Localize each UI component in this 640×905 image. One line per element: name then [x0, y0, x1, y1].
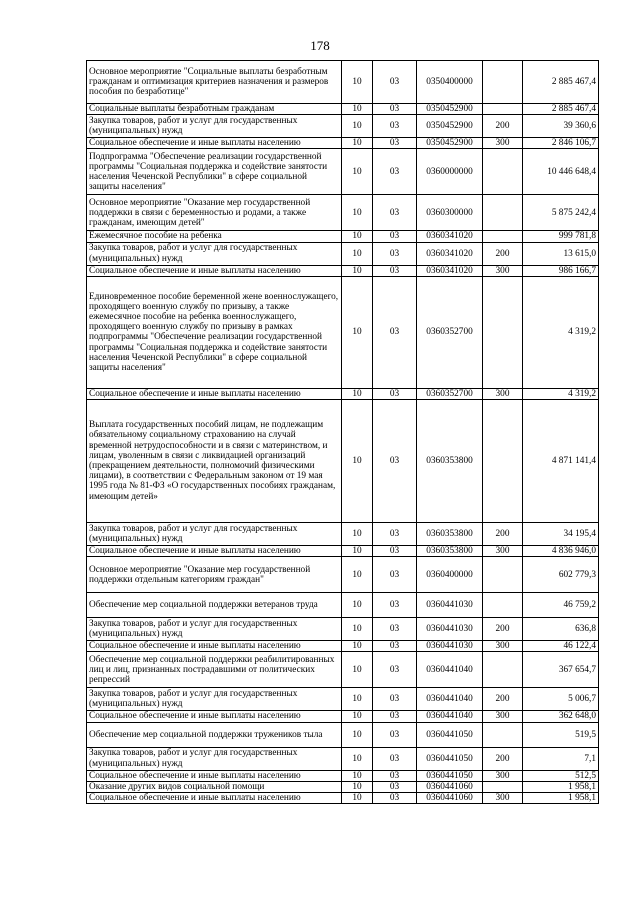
table-row: [87, 400, 599, 523]
cell-subsection: 03: [373, 770, 417, 781]
cell-target-article: 0360441050: [417, 747, 483, 770]
cell-section: 10: [342, 195, 373, 231]
cell-section: 10: [342, 115, 373, 138]
table-row: [87, 61, 599, 104]
cell-name: Основное мероприятие "Оказание мер государственной поддержки в связи с беременностью и родами, а также гражданам, имеющим детей": [87, 195, 342, 231]
cell-section: 10: [342, 770, 373, 781]
cell-amount: 602 779,3: [523, 557, 599, 593]
cell-name: Основное мероприятие "Социальные выплаты безработным гражданам и оптимизация критериев назначения и размеров пособия по безработице": [87, 61, 342, 104]
table-row: [87, 546, 599, 557]
cell-name: Ежемесячное пособие на ребенка: [87, 231, 342, 242]
cell-section: 10: [342, 747, 373, 770]
cell-section: 10: [342, 781, 373, 792]
cell-name: Социальное обеспечение и иные выплаты населению: [87, 265, 342, 276]
cell-expense-type: [483, 104, 523, 115]
cell-target-article: 0360353800: [417, 546, 483, 557]
table-row: [87, 138, 599, 149]
cell-section: 10: [342, 523, 373, 546]
cell-amount: 1 958,1: [523, 793, 599, 804]
cell-target-article: 0360441030: [417, 593, 483, 618]
cell-target-article: 0360352700: [417, 276, 483, 388]
cell-expense-type: 200: [483, 618, 523, 641]
budget-table-body: [87, 61, 599, 804]
cell-expense-type: 200: [483, 747, 523, 770]
table-row: [87, 781, 599, 792]
cell-section: 10: [342, 618, 373, 641]
cell-section: 10: [342, 557, 373, 593]
cell-name: Закупка товаров, работ и услуг для государственных (муниципальных) нужд: [87, 618, 342, 641]
table-row: [87, 618, 599, 641]
cell-subsection: 03: [373, 593, 417, 618]
cell-expense-type: [483, 276, 523, 388]
table-row: [87, 523, 599, 546]
cell-subsection: 03: [373, 722, 417, 747]
cell-amount: 4 836 946,0: [523, 546, 599, 557]
cell-amount: 2 885 467,4: [523, 104, 599, 115]
cell-section: 10: [342, 242, 373, 265]
cell-expense-type: 300: [483, 711, 523, 722]
table-row: [87, 770, 599, 781]
cell-amount: 13 615,0: [523, 242, 599, 265]
cell-section: 10: [342, 793, 373, 804]
cell-section: 10: [342, 688, 373, 711]
cell-name: Основное мероприятие "Оказание мер государственной поддержки отдельным категориям граждан": [87, 557, 342, 593]
cell-subsection: 03: [373, 711, 417, 722]
table-row: [87, 688, 599, 711]
cell-target-article: 0360441050: [417, 722, 483, 747]
cell-amount: 1 958,1: [523, 781, 599, 792]
cell-expense-type: [483, 722, 523, 747]
cell-expense-type: [483, 149, 523, 195]
cell-subsection: 03: [373, 276, 417, 388]
cell-subsection: 03: [373, 104, 417, 115]
cell-amount: 5 875 242,4: [523, 195, 599, 231]
cell-subsection: 03: [373, 641, 417, 652]
cell-subsection: 03: [373, 618, 417, 641]
cell-target-article: 0350452900: [417, 104, 483, 115]
cell-expense-type: [483, 400, 523, 523]
cell-section: 10: [342, 149, 373, 195]
cell-amount: 7,1: [523, 747, 599, 770]
cell-target-article: 0360441040: [417, 688, 483, 711]
cell-subsection: 03: [373, 388, 417, 399]
table-row: [87, 747, 599, 770]
cell-expense-type: 200: [483, 523, 523, 546]
cell-amount: 5 006,7: [523, 688, 599, 711]
cell-name: Социальное обеспечение и иные выплаты населению: [87, 546, 342, 557]
table-row: [87, 557, 599, 593]
cell-name: Закупка товаров, работ и услуг для государственных (муниципальных) нужд: [87, 115, 342, 138]
cell-section: 10: [342, 652, 373, 688]
cell-amount: 4 871 141,4: [523, 400, 599, 523]
cell-subsection: 03: [373, 195, 417, 231]
cell-expense-type: 300: [483, 770, 523, 781]
cell-subsection: 03: [373, 61, 417, 104]
cell-amount: 2 846 106,7: [523, 138, 599, 149]
table-row: [87, 276, 599, 388]
table-row: [87, 722, 599, 747]
cell-subsection: 03: [373, 242, 417, 265]
cell-amount: 10 446 648,4: [523, 149, 599, 195]
cell-name: Подпрограмма "Обеспечение реализации государственной программы "Социальная поддержка и содействие занятости населения Чеченской Республики" в сфере социальной защиты населения": [87, 149, 342, 195]
cell-expense-type: 300: [483, 546, 523, 557]
cell-section: 10: [342, 265, 373, 276]
table-row: [87, 195, 599, 231]
table-row: [87, 115, 599, 138]
cell-subsection: 03: [373, 546, 417, 557]
cell-expense-type: [483, 652, 523, 688]
cell-section: 10: [342, 711, 373, 722]
cell-section: 10: [342, 400, 373, 523]
cell-section: 10: [342, 138, 373, 149]
cell-amount: 4 319,2: [523, 388, 599, 399]
cell-target-article: 0360341020: [417, 231, 483, 242]
cell-amount: 46 122,4: [523, 641, 599, 652]
cell-section: 10: [342, 104, 373, 115]
cell-expense-type: 300: [483, 793, 523, 804]
cell-target-article: 0350400000: [417, 61, 483, 104]
cell-amount: 367 654,7: [523, 652, 599, 688]
table-row: [87, 652, 599, 688]
cell-amount: 999 781,8: [523, 231, 599, 242]
cell-target-article: 0360341020: [417, 265, 483, 276]
cell-name: Обеспечение мер социальной поддержки тружеников тыла: [87, 722, 342, 747]
cell-subsection: 03: [373, 265, 417, 276]
table-row: [87, 265, 599, 276]
table-row: [87, 104, 599, 115]
cell-target-article: 0360441040: [417, 652, 483, 688]
table-row: [87, 231, 599, 242]
cell-name: Обеспечение мер социальной поддержки реабилитированных лиц и лиц, признанных пострадавшими от политических репрессий: [87, 652, 342, 688]
cell-amount: 4 319,2: [523, 276, 599, 388]
cell-name: Закупка товаров, работ и услуг для государственных (муниципальных) нужд: [87, 523, 342, 546]
cell-target-article: 0360441060: [417, 781, 483, 792]
cell-expense-type: 300: [483, 641, 523, 652]
cell-expense-type: [483, 195, 523, 231]
table-row: [87, 388, 599, 399]
cell-subsection: 03: [373, 523, 417, 546]
cell-name: Социальное обеспечение и иные выплаты населению: [87, 388, 342, 399]
table-row: [87, 641, 599, 652]
cell-target-article: 0360000000: [417, 149, 483, 195]
cell-subsection: 03: [373, 400, 417, 523]
cell-name: Социальное обеспечение и иные выплаты населению: [87, 138, 342, 149]
cell-target-article: 0360441030: [417, 618, 483, 641]
cell-amount: 636,8: [523, 618, 599, 641]
cell-section: 10: [342, 388, 373, 399]
cell-amount: 512,5: [523, 770, 599, 781]
cell-subsection: 03: [373, 781, 417, 792]
cell-expense-type: 200: [483, 242, 523, 265]
cell-name: Социальное обеспечение и иные выплаты населению: [87, 641, 342, 652]
cell-target-article: 0350452900: [417, 115, 483, 138]
cell-section: 10: [342, 722, 373, 747]
cell-expense-type: 300: [483, 138, 523, 149]
cell-subsection: 03: [373, 149, 417, 195]
cell-expense-type: [483, 557, 523, 593]
cell-subsection: 03: [373, 557, 417, 593]
cell-name: Обеспечение мер социальной поддержки ветеранов труда: [87, 593, 342, 618]
cell-expense-type: [483, 61, 523, 104]
cell-target-article: 0360352700: [417, 388, 483, 399]
cell-subsection: 03: [373, 138, 417, 149]
cell-amount: 39 360,6: [523, 115, 599, 138]
cell-subsection: 03: [373, 652, 417, 688]
cell-target-article: 0360400000: [417, 557, 483, 593]
cell-target-article: 0360441060: [417, 793, 483, 804]
cell-subsection: 03: [373, 231, 417, 242]
cell-name: Социальное обеспечение и иные выплаты населению: [87, 711, 342, 722]
cell-subsection: 03: [373, 793, 417, 804]
cell-name: Единовременное пособие беременной жене военнослужащего, проходящего военную службу по призыву, а также ежемесячное пособие на ребенка военнослужащего, проходящего военную службу по призыву в рамках подпрограммы "Обеспечение реализации государственной программы "Социальная поддержка и содействие занятости населения Чеченской Республики" в сфере социальной защиты населения": [87, 276, 342, 388]
cell-amount: 2 885 467,4: [523, 61, 599, 104]
cell-expense-type: [483, 593, 523, 618]
cell-subsection: 03: [373, 688, 417, 711]
cell-section: 10: [342, 641, 373, 652]
cell-name: Оказание других видов социальной помощи: [87, 781, 342, 792]
cell-subsection: 03: [373, 115, 417, 138]
cell-subsection: 03: [373, 747, 417, 770]
cell-expense-type: [483, 781, 523, 792]
cell-name: Закупка товаров, работ и услуг для государственных (муниципальных) нужд: [87, 747, 342, 770]
cell-expense-type: 200: [483, 688, 523, 711]
cell-target-article: 0360441050: [417, 770, 483, 781]
cell-expense-type: 300: [483, 265, 523, 276]
cell-expense-type: 300: [483, 388, 523, 399]
table-row: [87, 593, 599, 618]
cell-target-article: 0360341020: [417, 242, 483, 265]
cell-target-article: 0360353800: [417, 400, 483, 523]
cell-name: Закупка товаров, работ и услуг для государственных (муниципальных) нужд: [87, 688, 342, 711]
cell-target-article: 0360300000: [417, 195, 483, 231]
cell-expense-type: [483, 231, 523, 242]
table-row: [87, 149, 599, 195]
cell-section: 10: [342, 231, 373, 242]
cell-name: Социальное обеспечение и иные выплаты населению: [87, 793, 342, 804]
table-row: [87, 711, 599, 722]
cell-section: 10: [342, 61, 373, 104]
cell-target-article: 0360441040: [417, 711, 483, 722]
cell-expense-type: 200: [483, 115, 523, 138]
cell-target-article: 0350452900: [417, 138, 483, 149]
cell-name: Закупка товаров, работ и услуг для государственных (муниципальных) нужд: [87, 242, 342, 265]
page-number: 178: [310, 38, 330, 53]
cell-amount: 46 759,2: [523, 593, 599, 618]
cell-target-article: 0360353800: [417, 523, 483, 546]
cell-amount: 986 166,7: [523, 265, 599, 276]
cell-name: Выплата государственных пособий лицам, не подлежащим обязательному социальному страхованию на случай временной нетрудоспособности и в связи с материнством, и лицам, уволенным в связи с ликвидацией организаций (прекращением деятельности, полномочий физическими лицами), в соответствии с Федеральным законом от 19 мая 1995 года № 81-ФЗ «О государственных пособиях гражданам, имеющим детей»: [87, 400, 342, 523]
table-row: [87, 793, 599, 804]
budget-table: [86, 60, 599, 804]
cell-amount: 519,5: [523, 722, 599, 747]
cell-name: Социальное обеспечение и иные выплаты населению: [87, 770, 342, 781]
cell-amount: 34 195,4: [523, 523, 599, 546]
cell-name: Социальные выплаты безработным гражданам: [87, 104, 342, 115]
cell-section: 10: [342, 546, 373, 557]
cell-section: 10: [342, 593, 373, 618]
cell-section: 10: [342, 276, 373, 388]
cell-amount: 362 648,0: [523, 711, 599, 722]
cell-target-article: 0360441030: [417, 641, 483, 652]
table-row: [87, 242, 599, 265]
